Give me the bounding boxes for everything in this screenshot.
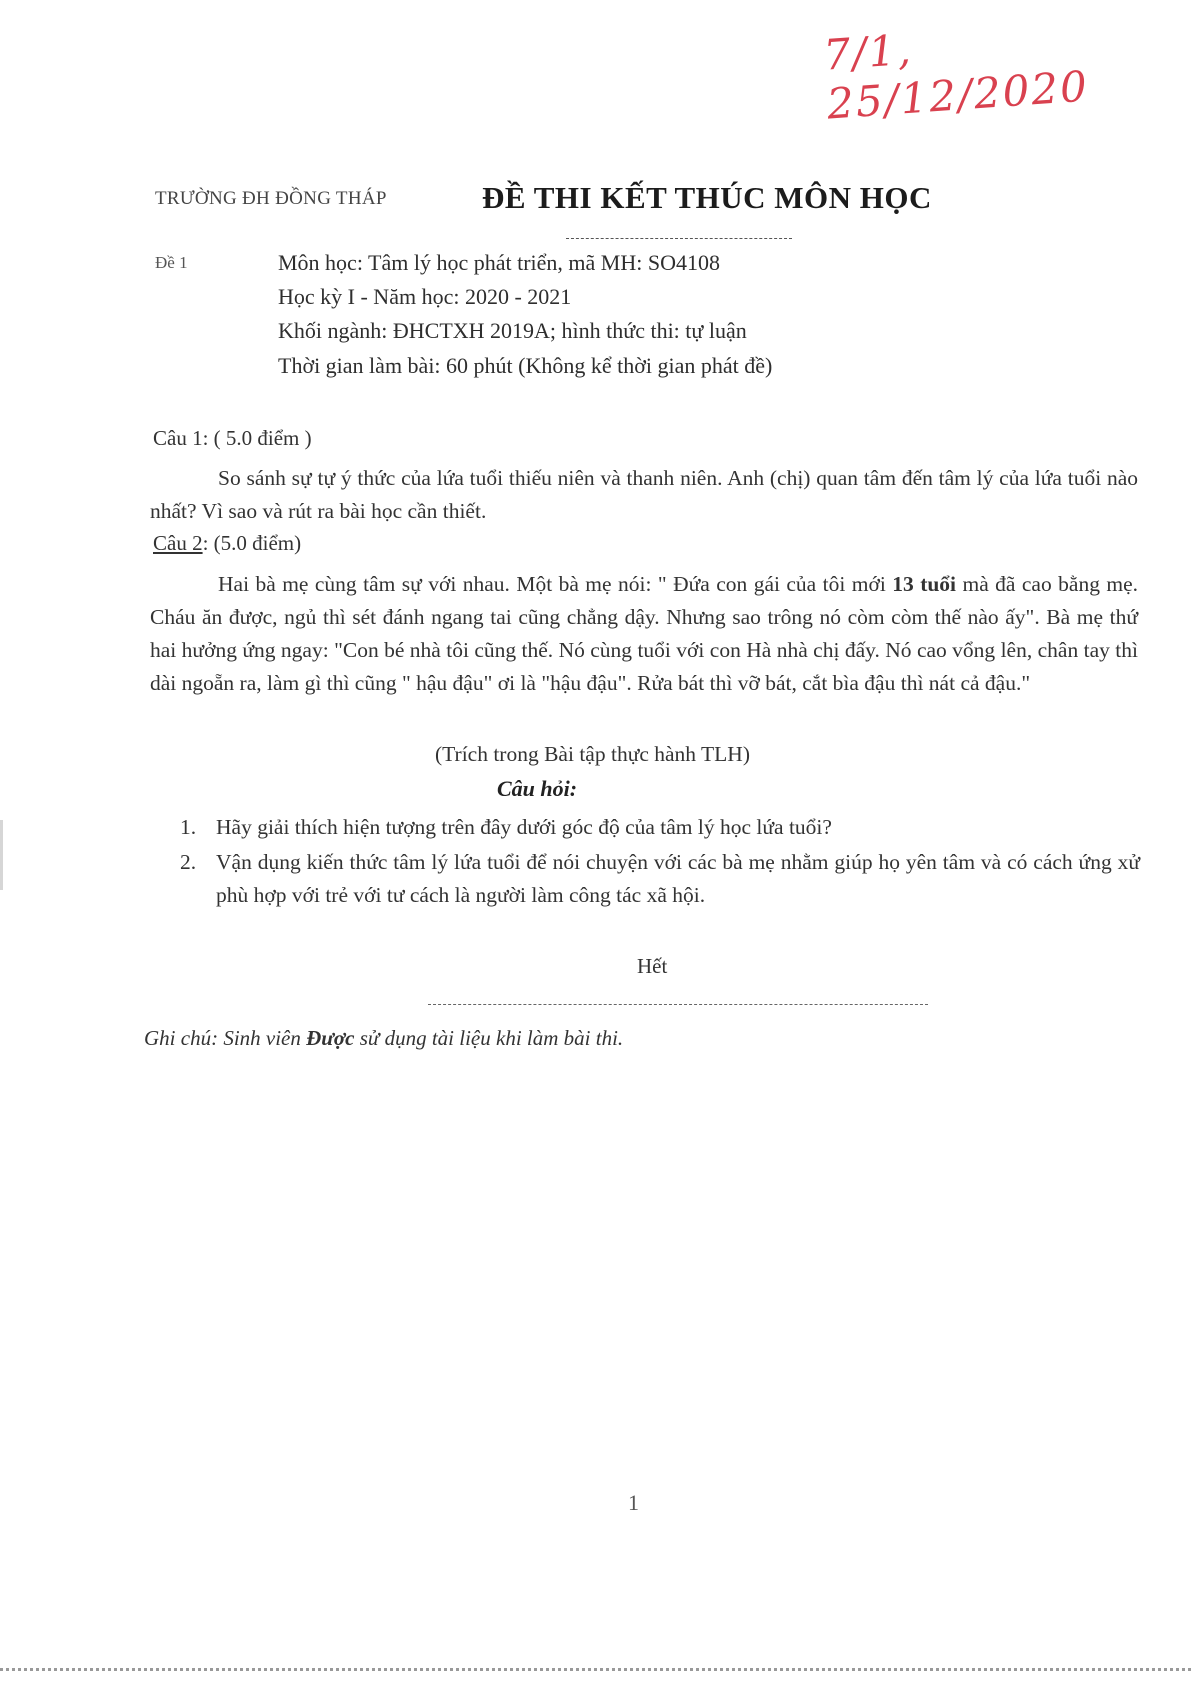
list-item-number: 2. bbox=[180, 850, 197, 874]
list-item bbox=[180, 846, 1140, 912]
subject-line: Môn học: Tâm lý học phát triển, mã MH: SO4108 bbox=[278, 250, 720, 275]
semester-line: Học kỳ I - Năm học: 2020 - 2021 bbox=[278, 284, 572, 309]
school-name: TRƯỜNG ĐH ĐỒNG THÁP bbox=[155, 188, 387, 209]
list-item-text: Hãy giải thích hiện tượng trên đây dưới góc độ của tâm lý học lứa tuổi? bbox=[216, 815, 832, 839]
handwritten-date-note: 7/1, 25/12/2020 bbox=[822, 24, 1091, 129]
question-1-points: : ( 5.0 điểm ) bbox=[202, 426, 312, 450]
question-1-text bbox=[150, 462, 1138, 528]
question-1-label: Câu 1 bbox=[153, 426, 203, 450]
title-divider bbox=[566, 238, 792, 239]
citation-source: (Trích trong Bài tập thực hành TLH) bbox=[435, 742, 750, 766]
list-item-number: 1. bbox=[180, 815, 197, 839]
list-item bbox=[180, 811, 1140, 844]
question-2-heading bbox=[153, 531, 301, 556]
question-2-points: : (5.0 điểm) bbox=[202, 531, 302, 555]
faculty-line: Khối ngành: ĐHCTXH 2019A; hình thức thi: tự luận bbox=[278, 318, 747, 343]
footnote-prefix: Ghi chú: Sinh viên bbox=[144, 1026, 307, 1050]
question-2-label: Câu 2 bbox=[153, 531, 203, 555]
question-2-body-end: mà đã cao bằng mẹ. Cháu ăn được, ngủ thì sét đánh ngang tai cũng chẳng dậy. Nhưng sao trông nó còm còm thế nào ấy". Bà mẹ thứ hai hưởng ứng ngay: "Con bé nhà tôi cũng thế. Nó cùng tuổi với con Hà nhà chị đấy. Nó cao vổng lên, chân tay thì dài ngoẵn ra, làm gì thì cũng " hậu đậu" ơi là "hậu đậu". Rửa bát thì vỡ bát, cắt bìa đậu thì nát cả đậu." bbox=[150, 572, 1139, 695]
question-2-text bbox=[150, 568, 1138, 700]
footnote-bold: Được bbox=[306, 1026, 355, 1050]
bottom-edge-line bbox=[0, 1668, 1191, 1671]
question-2-body-bold: 13 tuổi bbox=[892, 572, 957, 596]
question-1-heading bbox=[153, 426, 312, 451]
end-divider bbox=[428, 1004, 928, 1005]
footnote-suffix: sử dụng tài liệu khi làm bài thi. bbox=[354, 1026, 624, 1050]
exam-code: Đề 1 bbox=[155, 253, 188, 272]
page-number: 1 bbox=[628, 1490, 639, 1515]
footnote bbox=[144, 1026, 623, 1051]
list-item-text: Vận dụng kiến thức tâm lý lứa tuổi để nói chuyện với các bà mẹ nhằm giúp họ yên tâm và có cách ứng xử phù hợp với trẻ với tư cách là người làm công tác xã hội. bbox=[216, 850, 1140, 907]
question-2-body-start: Hai bà mẹ cùng tâm sự với nhau. Một bà mẹ nói: " Đứa con gái của tôi mới bbox=[218, 572, 893, 596]
sub-questions-heading: Câu hỏi: bbox=[497, 776, 578, 801]
question-1-body: So sánh sự tự ý thức của lứa tuổi thiếu niên và thanh niên. Anh (chị) quan tâm đến tâm lý của lứa tuổi nào nhất? Vì sao và rút ra bài học cần thiết. bbox=[150, 466, 1138, 523]
end-marker: Hết bbox=[637, 954, 668, 978]
duration-line: Thời gian làm bài: 60 phút (Không kể thời gian phát đề) bbox=[278, 353, 773, 378]
scan-artifact bbox=[0, 820, 3, 890]
page-title: ĐỀ THI KẾT THÚC MÔN HỌC bbox=[482, 180, 932, 215]
